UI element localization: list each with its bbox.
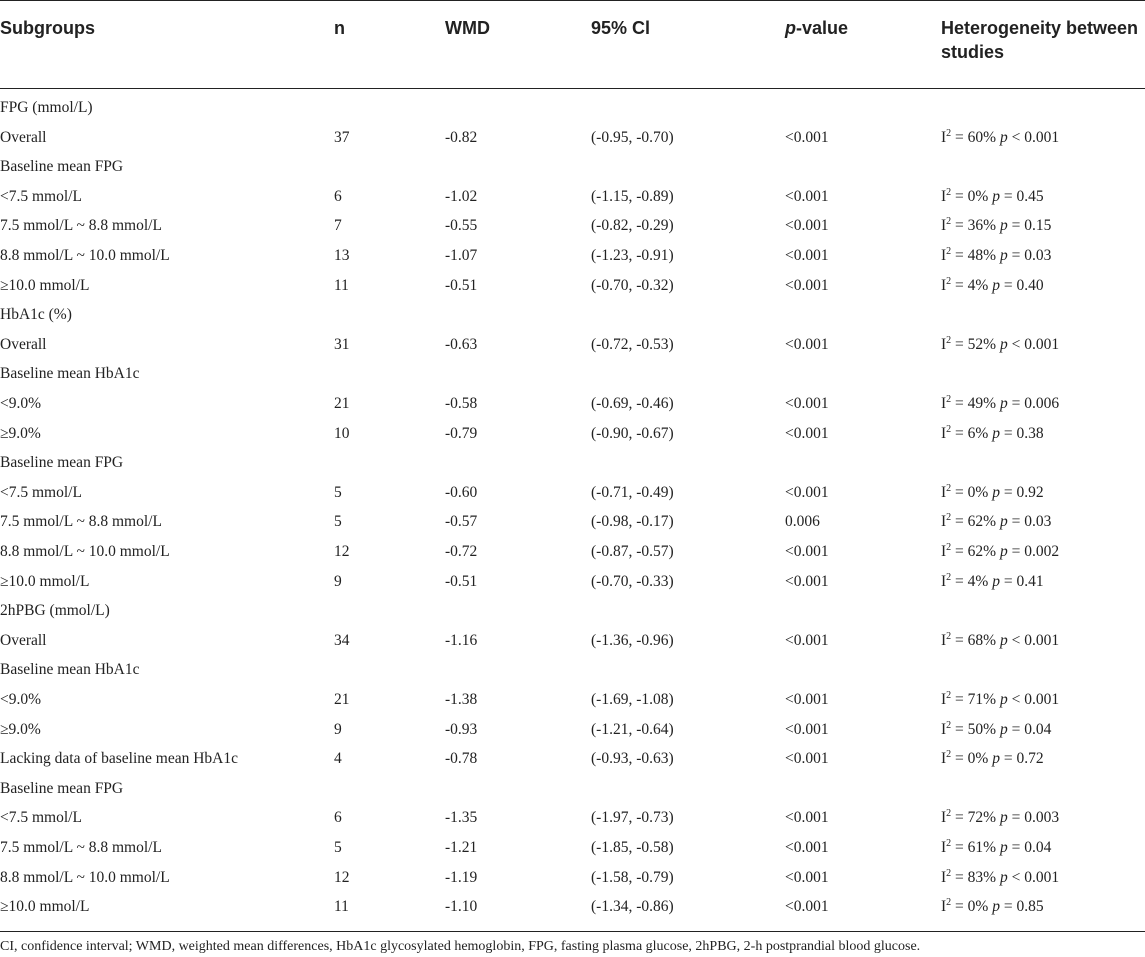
- table-row: [0, 478, 1145, 508]
- table-row: [0, 419, 1145, 449]
- cell-ci: (-1.97, -0.73): [591, 809, 674, 827]
- table-top-rule: [0, 0, 1145, 1]
- cell-ci: (-0.95, -0.70): [591, 128, 674, 146]
- het-i2-value: 50%: [967, 720, 997, 738]
- cell-heterogeneity: [941, 211, 1051, 241]
- cell-subgroup: 7.5 mmol/L ~ 8.8 mmol/L: [0, 839, 162, 856]
- het-eq: =: [951, 750, 968, 768]
- cell-subgroup: ≥10.0 mmol/L: [0, 572, 90, 590]
- cell-wmd: -1.10: [445, 898, 478, 916]
- cell-wmd: -0.57: [445, 513, 478, 531]
- cell-n: 34: [334, 631, 350, 649]
- het-p-label: p: [999, 247, 1008, 264]
- het-p-label: p: [999, 839, 1008, 856]
- het-i-sup: 2: [946, 423, 952, 435]
- table-row: [0, 685, 1145, 715]
- cell-wmd: -0.82: [445, 128, 478, 146]
- het-eq: =: [951, 631, 968, 649]
- cell-subgroup: 7.5 mmol/L ~ 8.8 mmol/L: [0, 217, 162, 235]
- cell-pvalue: <0.001: [785, 335, 829, 353]
- het-i-label: I: [941, 631, 947, 649]
- het-p-label: p: [999, 631, 1008, 649]
- het-i2-value: 61%: [967, 839, 997, 856]
- cell-subgroup: Baseline mean HbA1c: [0, 365, 140, 383]
- cell-n: 5: [334, 513, 342, 531]
- header-ci: 95% Cl: [591, 18, 651, 38]
- het-p-value: = 0.40: [1003, 276, 1044, 294]
- cell-n: 37: [334, 128, 350, 146]
- header-subgroups: Subgroups: [0, 18, 95, 38]
- cell-subgroup: <9.0%: [0, 691, 42, 708]
- cell-pvalue: <0.001: [785, 543, 829, 560]
- cell-wmd: -1.35: [445, 809, 478, 827]
- cell-pvalue: <0.001: [785, 750, 829, 768]
- cell-subgroup: Overall: [0, 335, 47, 353]
- het-i2-value: 4%: [967, 572, 989, 590]
- cell-subgroup: 8.8 mmol/L ~ 10.0 mmol/L: [0, 247, 170, 264]
- table-row: [0, 803, 1145, 833]
- cell-n: 9: [334, 572, 342, 590]
- het-eq: =: [951, 543, 968, 560]
- cell-ci: (-0.70, -0.33): [591, 572, 674, 590]
- cell-pvalue: <0.001: [785, 631, 829, 649]
- header-bottom-rule: [0, 88, 1145, 89]
- het-i-label: I: [941, 335, 947, 353]
- cell-ci: (-1.15, -0.89): [591, 187, 674, 205]
- cell-n: 21: [334, 691, 350, 708]
- cell-wmd: -1.16: [445, 631, 478, 649]
- het-i-sup: 2: [946, 512, 952, 524]
- cell-n: 31: [334, 335, 350, 353]
- cell-heterogeneity: [941, 567, 1044, 597]
- section-row: [0, 774, 1145, 804]
- het-i-sup: 2: [946, 897, 952, 909]
- section-row: [0, 359, 1145, 389]
- cell-ci: (-0.98, -0.17): [591, 513, 674, 531]
- het-i-label: I: [941, 572, 947, 590]
- cell-n: 5: [334, 839, 342, 856]
- het-i-label: I: [941, 750, 947, 768]
- cell-subgroup: ≥9.0%: [0, 424, 41, 442]
- cell-pvalue: <0.001: [785, 839, 829, 856]
- cell-subgroup: 2hPBG (mmol/L): [0, 602, 110, 620]
- table-row: [0, 241, 1145, 271]
- table-row: [0, 892, 1145, 922]
- table-row: [0, 626, 1145, 656]
- cell-wmd: -0.93: [445, 720, 478, 738]
- het-i-sup: 2: [946, 808, 952, 820]
- het-eq: =: [951, 809, 968, 827]
- cell-pvalue: <0.001: [785, 572, 829, 590]
- het-eq: =: [951, 483, 968, 501]
- het-p-value: = 0.002: [1011, 543, 1060, 560]
- cell-wmd: -0.51: [445, 276, 478, 294]
- cell-subgroup: 7.5 mmol/L ~ 8.8 mmol/L: [0, 513, 162, 531]
- cell-subgroup: <7.5 mmol/L: [0, 483, 82, 501]
- cell-heterogeneity: [941, 715, 1051, 745]
- cell-pvalue: <0.001: [785, 720, 829, 738]
- table-bottom-rule: [0, 931, 1145, 932]
- het-eq: =: [951, 424, 968, 442]
- het-p-value: = 0.006: [1011, 395, 1060, 412]
- het-i-label: I: [941, 720, 947, 738]
- cell-pvalue: <0.001: [785, 424, 829, 442]
- het-i-sup: 2: [946, 246, 952, 257]
- cell-ci: (-1.21, -0.64): [591, 720, 674, 738]
- cell-n: 12: [334, 543, 350, 560]
- cell-ci: (-0.70, -0.32): [591, 276, 674, 294]
- het-eq: =: [951, 868, 968, 886]
- cell-ci: (-1.36, -0.96): [591, 631, 674, 649]
- het-i-sup: 2: [946, 334, 952, 346]
- het-i-sup: 2: [946, 275, 952, 287]
- cell-subgroup: <9.0%: [0, 395, 42, 412]
- het-i-sup: 2: [946, 127, 952, 139]
- cell-n: 11: [334, 276, 349, 294]
- header-pvalue-p: p: [785, 18, 796, 38]
- het-eq: =: [951, 691, 968, 708]
- het-p-label: p: [999, 543, 1008, 560]
- table-row: [0, 271, 1145, 301]
- het-p-label: p: [999, 868, 1008, 886]
- het-p-label: p: [999, 217, 1008, 235]
- het-eq: =: [951, 898, 968, 916]
- cell-pvalue: <0.001: [785, 395, 829, 412]
- header-heterogeneity-line2: studies: [941, 42, 1005, 62]
- section-row: [0, 655, 1145, 685]
- section-row: [0, 300, 1145, 330]
- cell-heterogeneity: [941, 507, 1051, 537]
- het-eq: =: [951, 217, 968, 235]
- het-p-value: = 0.04: [1011, 720, 1052, 738]
- cell-pvalue: <0.001: [785, 276, 829, 294]
- het-p-value: < 0.001: [1011, 868, 1060, 886]
- het-p-label: p: [992, 424, 1000, 442]
- het-i2-value: 49%: [967, 395, 997, 412]
- cell-heterogeneity: [941, 803, 1059, 833]
- het-eq: =: [951, 720, 968, 738]
- section-row: [0, 93, 1145, 123]
- het-i-label: I: [941, 809, 947, 827]
- het-p-label: p: [992, 276, 1000, 294]
- het-p-value: = 0.72: [1003, 750, 1044, 768]
- het-i-label: I: [941, 128, 947, 146]
- cell-subgroup: <7.5 mmol/L: [0, 187, 82, 205]
- het-eq: =: [951, 572, 968, 590]
- table-row: [0, 537, 1145, 567]
- cell-wmd: -0.55: [445, 217, 478, 235]
- cell-wmd: -0.78: [445, 750, 478, 768]
- het-i-label: I: [941, 513, 947, 531]
- cell-heterogeneity: [941, 182, 1044, 212]
- het-i-label: I: [941, 187, 947, 205]
- cell-heterogeneity: [941, 271, 1044, 301]
- cell-wmd: -0.60: [445, 483, 478, 501]
- het-i-label: I: [941, 217, 947, 235]
- cell-subgroup: ≥10.0 mmol/L: [0, 276, 90, 294]
- het-i2-value: 60%: [967, 128, 997, 146]
- het-p-label: p: [999, 128, 1008, 146]
- cell-subgroup: ≥10.0 mmol/L: [0, 898, 90, 916]
- het-p-value: < 0.001: [1011, 128, 1060, 146]
- cell-pvalue: <0.001: [785, 691, 829, 708]
- cell-subgroup: Baseline mean FPG: [0, 158, 124, 176]
- het-p-value: = 0.38: [1003, 424, 1044, 442]
- het-i2-value: 0%: [967, 483, 989, 501]
- het-p-label: p: [999, 809, 1008, 827]
- cell-pvalue: <0.001: [785, 483, 829, 501]
- het-eq: =: [951, 247, 968, 264]
- cell-heterogeneity: [941, 537, 1059, 567]
- het-p-label: p: [999, 395, 1008, 412]
- het-eq: =: [951, 513, 968, 531]
- cell-n: 6: [334, 187, 342, 205]
- het-i-sup: 2: [946, 186, 952, 198]
- het-p-label: p: [992, 898, 1000, 916]
- cell-n: 13: [334, 247, 350, 264]
- header-wmd: WMD: [445, 18, 490, 38]
- cell-n: 9: [334, 720, 342, 738]
- cell-subgroup: FPG (mmol/L): [0, 99, 93, 116]
- cell-ci: (-1.69, -1.08): [591, 691, 674, 708]
- het-p-value: < 0.001: [1011, 335, 1060, 353]
- het-p-label: p: [992, 572, 1000, 590]
- het-i2-value: 48%: [967, 247, 997, 264]
- het-p-value: = 0.15: [1011, 217, 1052, 235]
- cell-wmd: -0.58: [445, 395, 478, 412]
- cell-pvalue: <0.001: [785, 247, 829, 264]
- het-i2-value: 4%: [967, 276, 989, 294]
- cell-wmd: -1.07: [445, 247, 478, 264]
- het-p-value: < 0.001: [1011, 691, 1060, 708]
- het-i2-value: 62%: [967, 543, 997, 560]
- het-i2-value: 68%: [967, 631, 997, 649]
- het-i-label: I: [941, 247, 947, 264]
- table-row: [0, 507, 1145, 537]
- het-p-label: p: [992, 483, 1000, 501]
- cell-n: 11: [334, 898, 349, 916]
- het-i-label: I: [941, 424, 947, 442]
- het-p-label: p: [999, 720, 1008, 738]
- het-p-value: = 0.41: [1003, 572, 1044, 590]
- cell-wmd: -0.79: [445, 424, 478, 442]
- cell-wmd: -1.19: [445, 868, 478, 886]
- het-i2-value: 71%: [967, 691, 997, 708]
- cell-wmd: -1.38: [445, 691, 478, 708]
- cell-pvalue: <0.001: [785, 187, 829, 205]
- table-row: [0, 389, 1145, 419]
- cell-heterogeneity: [941, 863, 1059, 893]
- cell-heterogeneity: [941, 478, 1044, 508]
- cell-pvalue: <0.001: [785, 217, 829, 235]
- table-row: [0, 833, 1145, 863]
- cell-pvalue: <0.001: [785, 809, 829, 827]
- section-row: [0, 152, 1145, 182]
- cell-pvalue: <0.001: [785, 128, 829, 146]
- cell-wmd: -0.51: [445, 572, 478, 590]
- het-i2-value: 0%: [967, 750, 989, 768]
- het-i2-value: 0%: [967, 187, 989, 205]
- table-row: [0, 567, 1145, 597]
- table-row: [0, 863, 1145, 893]
- het-i2-value: 6%: [967, 424, 989, 442]
- cell-wmd: -0.72: [445, 543, 478, 560]
- het-p-value: = 0.85: [1003, 898, 1044, 916]
- header-n: n: [334, 18, 345, 38]
- het-i2-value: 62%: [967, 513, 997, 531]
- cell-wmd: -1.21: [445, 839, 478, 856]
- cell-n: 5: [334, 483, 342, 501]
- cell-pvalue: 0.006: [785, 513, 820, 531]
- het-p-label: p: [999, 335, 1008, 353]
- cell-wmd: -0.63: [445, 335, 478, 353]
- cell-heterogeneity: [941, 419, 1044, 449]
- cell-heterogeneity: [941, 744, 1044, 774]
- het-p-label: p: [992, 187, 1000, 205]
- cell-heterogeneity: [941, 626, 1059, 656]
- het-i2-value: 52%: [967, 335, 997, 353]
- het-p-value: = 0.03: [1011, 247, 1052, 264]
- cell-ci: (-0.87, -0.57): [591, 543, 674, 560]
- cell-heterogeneity: [941, 330, 1059, 360]
- cell-wmd: -1.02: [445, 187, 478, 205]
- het-i-sup: 2: [946, 867, 952, 879]
- cell-ci: (-0.93, -0.63): [591, 750, 674, 768]
- het-i-label: I: [941, 483, 947, 501]
- cell-subgroup: <7.5 mmol/L: [0, 809, 82, 827]
- table-row: [0, 744, 1145, 774]
- cell-heterogeneity: [941, 123, 1059, 153]
- het-i-sup: 2: [946, 690, 952, 701]
- het-i-sup: 2: [946, 838, 952, 849]
- het-p-value: = 0.92: [1003, 483, 1044, 501]
- cell-heterogeneity: [941, 892, 1044, 922]
- cell-ci: (-0.90, -0.67): [591, 424, 674, 442]
- table-row: [0, 182, 1145, 212]
- het-p-label: p: [999, 691, 1008, 708]
- cell-subgroup: Lacking data of baseline mean HbA1c: [0, 750, 239, 768]
- het-i-label: I: [941, 839, 947, 856]
- het-eq: =: [951, 395, 968, 412]
- cell-n: 21: [334, 395, 350, 412]
- het-i2-value: 0%: [967, 898, 989, 916]
- het-p-value: = 0.03: [1011, 513, 1052, 531]
- het-p-value: = 0.45: [1003, 187, 1044, 205]
- cell-heterogeneity: [941, 833, 1051, 863]
- cell-n: 4: [334, 750, 342, 768]
- het-i-sup: 2: [946, 216, 952, 228]
- cell-ci: (-0.71, -0.49): [591, 483, 674, 501]
- het-i-label: I: [941, 543, 947, 560]
- het-i-label: I: [941, 691, 947, 708]
- het-i-label: I: [941, 868, 947, 886]
- het-i-label: I: [941, 276, 947, 294]
- table-row: [0, 330, 1145, 360]
- het-eq: =: [951, 839, 968, 856]
- het-p-value: = 0.003: [1011, 809, 1060, 827]
- het-i2-value: 83%: [967, 868, 997, 886]
- table-row: [0, 211, 1145, 241]
- cell-subgroup: 8.8 mmol/L ~ 10.0 mmol/L: [0, 543, 170, 560]
- het-p-value: = 0.04: [1011, 839, 1052, 856]
- het-i-sup: 2: [946, 749, 952, 761]
- section-row: [0, 596, 1145, 626]
- het-i-label: I: [941, 898, 947, 916]
- het-i2-value: 72%: [967, 809, 997, 827]
- het-i-sup: 2: [946, 571, 952, 583]
- cell-n: 6: [334, 809, 342, 827]
- cell-ci: (-0.82, -0.29): [591, 217, 674, 235]
- header-pvalue-rest: -value: [796, 18, 849, 38]
- het-eq: =: [951, 187, 968, 205]
- het-i-sup: 2: [946, 542, 952, 553]
- section-row: [0, 448, 1145, 478]
- cell-ci: (-0.69, -0.46): [591, 395, 674, 412]
- het-i-label: I: [941, 395, 947, 412]
- cell-subgroup: 8.8 mmol/L ~ 10.0 mmol/L: [0, 868, 170, 886]
- table-row: [0, 123, 1145, 153]
- cell-ci: (-1.85, -0.58): [591, 839, 674, 856]
- cell-heterogeneity: [941, 241, 1051, 271]
- het-i-sup: 2: [946, 394, 952, 405]
- het-p-value: < 0.001: [1011, 631, 1060, 649]
- cell-heterogeneity: [941, 389, 1059, 419]
- het-i-sup: 2: [946, 482, 952, 494]
- table-footnote: CI, confidence interval; WMD, weighted mean differences, HbA1c glycosylated hemoglobin, FPG, fasting plasma glucose, 2hPBG, 2-h postprandial blood glucose.: [0, 939, 921, 954]
- het-p-label: p: [999, 513, 1008, 531]
- het-eq: =: [951, 276, 968, 294]
- het-i2-value: 36%: [967, 217, 997, 235]
- cell-ci: (-1.34, -0.86): [591, 898, 674, 916]
- cell-pvalue: <0.001: [785, 868, 829, 886]
- het-i-sup: 2: [946, 630, 952, 642]
- cell-subgroup: ≥9.0%: [0, 720, 41, 738]
- cell-subgroup: Overall: [0, 128, 47, 146]
- cell-subgroup: Baseline mean FPG: [0, 779, 124, 797]
- cell-ci: (-0.72, -0.53): [591, 335, 674, 353]
- table-row: [0, 715, 1145, 745]
- header-heterogeneity-line1: Heterogeneity between: [941, 18, 1139, 38]
- cell-n: 12: [334, 868, 350, 886]
- header-pvalue: [785, 16, 848, 40]
- het-p-label: p: [992, 750, 1000, 768]
- cell-n: 10: [334, 424, 350, 442]
- cell-pvalue: <0.001: [785, 898, 829, 916]
- het-eq: =: [951, 128, 968, 146]
- cell-subgroup: Baseline mean HbA1c: [0, 661, 140, 679]
- cell-heterogeneity: [941, 685, 1059, 715]
- cell-subgroup: Overall: [0, 631, 47, 649]
- cell-ci: (-1.58, -0.79): [591, 868, 674, 886]
- cell-subgroup: HbA1c (%): [0, 306, 72, 324]
- header-heterogeneity: [941, 16, 1138, 64]
- cell-n: 7: [334, 217, 342, 235]
- cell-subgroup: Baseline mean FPG: [0, 454, 124, 472]
- het-i-sup: 2: [946, 719, 952, 731]
- cell-ci: (-1.23, -0.91): [591, 247, 674, 264]
- het-eq: =: [951, 335, 968, 353]
